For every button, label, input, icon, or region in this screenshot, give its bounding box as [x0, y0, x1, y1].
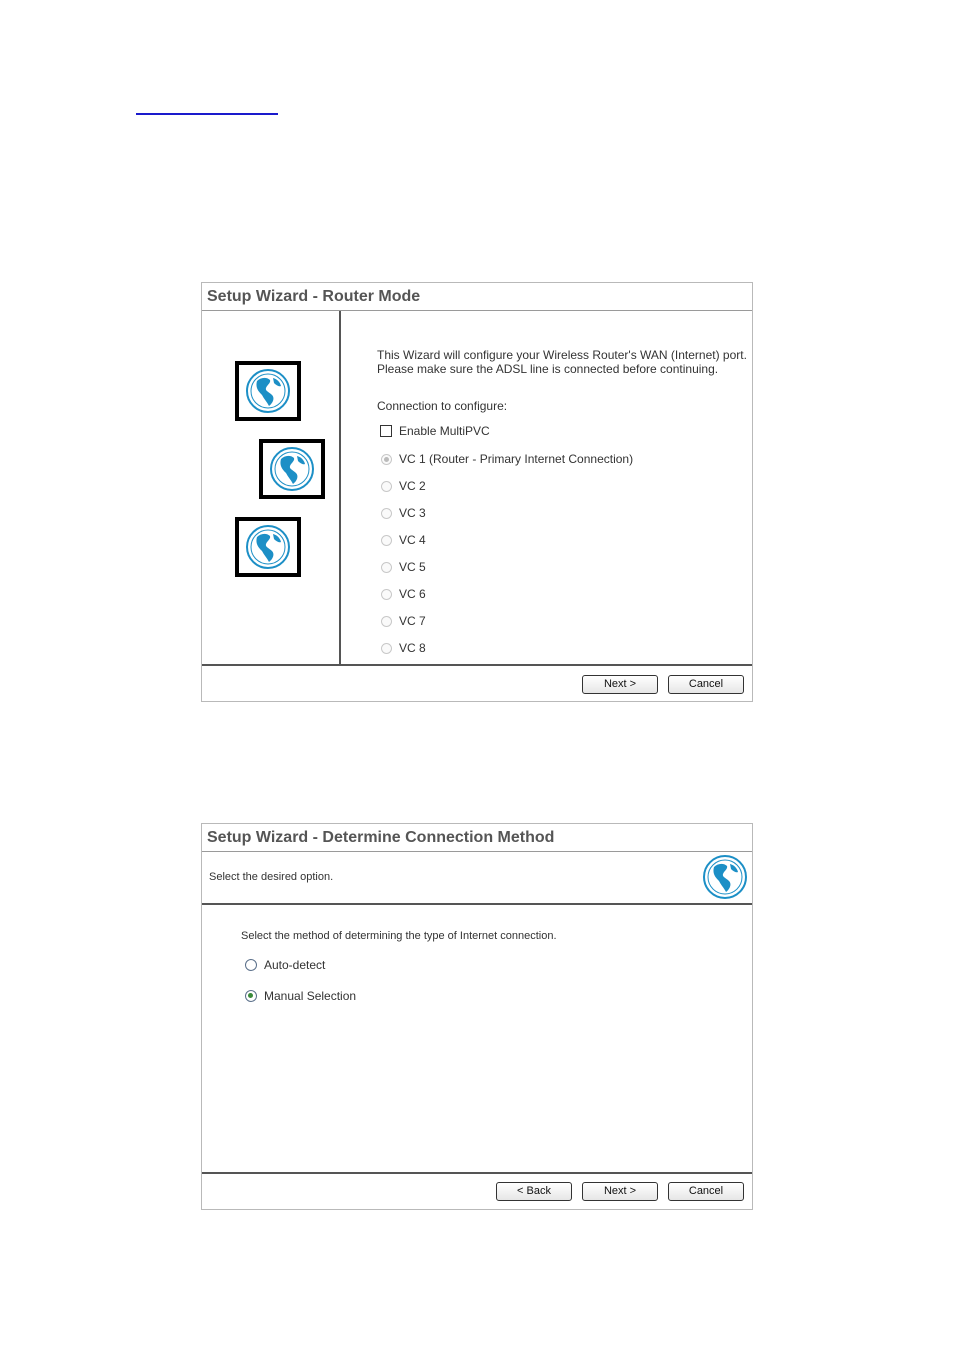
vc-option-label: VC 8	[399, 641, 426, 655]
back-button[interactable]: < Back	[496, 1182, 572, 1201]
cancel-button[interactable]: Cancel	[668, 675, 744, 694]
vc-radio[interactable]	[381, 616, 392, 627]
vc-option-label: VC 3	[399, 506, 426, 520]
sidebar-divider	[339, 311, 341, 665]
globe-icon	[245, 524, 291, 570]
vc-option-label: VC 2	[399, 479, 426, 493]
multipvc-checkbox[interactable]	[380, 425, 392, 437]
connection-label: Connection to configure:	[377, 399, 508, 413]
vc-option-3[interactable]	[381, 506, 426, 520]
vc-option-label: VC 6	[399, 587, 426, 601]
option-label: Manual Selection	[264, 989, 357, 1003]
panel-title: Setup Wizard - Determine Connection Method	[202, 824, 752, 852]
intro-text-line2: Please make sure the ADSL line is connected before continuing.	[377, 362, 719, 376]
multipvc-checkbox-row[interactable]	[380, 424, 490, 438]
next-button[interactable]: Next >	[582, 675, 658, 694]
vc-radio[interactable]	[381, 643, 392, 654]
vc-option-label: VC 5	[399, 560, 426, 574]
vc-radio[interactable]	[381, 589, 392, 600]
vc-option-2[interactable]	[381, 479, 426, 493]
auto-detect-radio[interactable]	[245, 959, 257, 971]
next-button[interactable]: Next >	[582, 1182, 658, 1201]
vc-option-label: VC 4	[399, 533, 426, 547]
panel-title: Setup Wizard - Router Mode	[202, 283, 752, 311]
footer-divider	[202, 1172, 752, 1174]
vc-option-7[interactable]	[381, 614, 426, 628]
vc-radio[interactable]	[381, 535, 392, 546]
vc-option-1[interactable]	[381, 452, 633, 466]
vc-option-label: VC 1 (Router - Primary Internet Connection)	[399, 452, 634, 466]
vc-option-5[interactable]	[381, 560, 426, 574]
cancel-button[interactable]: Cancel	[668, 1182, 744, 1201]
globe-icon	[245, 368, 291, 414]
manual-selection-radio[interactable]	[245, 990, 257, 1002]
vc-radio[interactable]	[381, 508, 392, 519]
vc-option-4[interactable]	[381, 533, 426, 547]
instruction-text: Select the method of determining the type of Internet connection.	[241, 930, 557, 942]
vc-radio[interactable]	[381, 481, 392, 492]
subtitle: Select the desired option.	[209, 871, 334, 883]
globe-frame-2	[259, 439, 325, 499]
globe-icon	[269, 446, 315, 492]
connection-method-panel	[201, 823, 753, 1210]
router-mode-panel	[201, 282, 753, 702]
option-label: Auto-detect	[264, 958, 326, 972]
globe-icon	[702, 854, 748, 900]
vc-radio[interactable]	[381, 454, 392, 465]
vc-option-8[interactable]	[381, 641, 426, 655]
globe-frame-1	[235, 361, 301, 421]
option-auto-detect[interactable]	[245, 958, 325, 972]
multipvc-label: Enable MultiPVC	[399, 424, 490, 438]
option-manual-selection[interactable]	[245, 989, 356, 1003]
intro-text-line1: This Wizard will configure your Wireless Router's WAN (Internet) port.	[377, 348, 747, 362]
globe-frame-3	[235, 517, 301, 577]
page-header-rule	[136, 113, 278, 115]
header-divider	[202, 903, 752, 905]
footer-divider	[202, 664, 752, 666]
vc-radio[interactable]	[381, 562, 392, 573]
vc-option-6[interactable]	[381, 587, 426, 601]
vc-option-label: VC 7	[399, 614, 426, 628]
